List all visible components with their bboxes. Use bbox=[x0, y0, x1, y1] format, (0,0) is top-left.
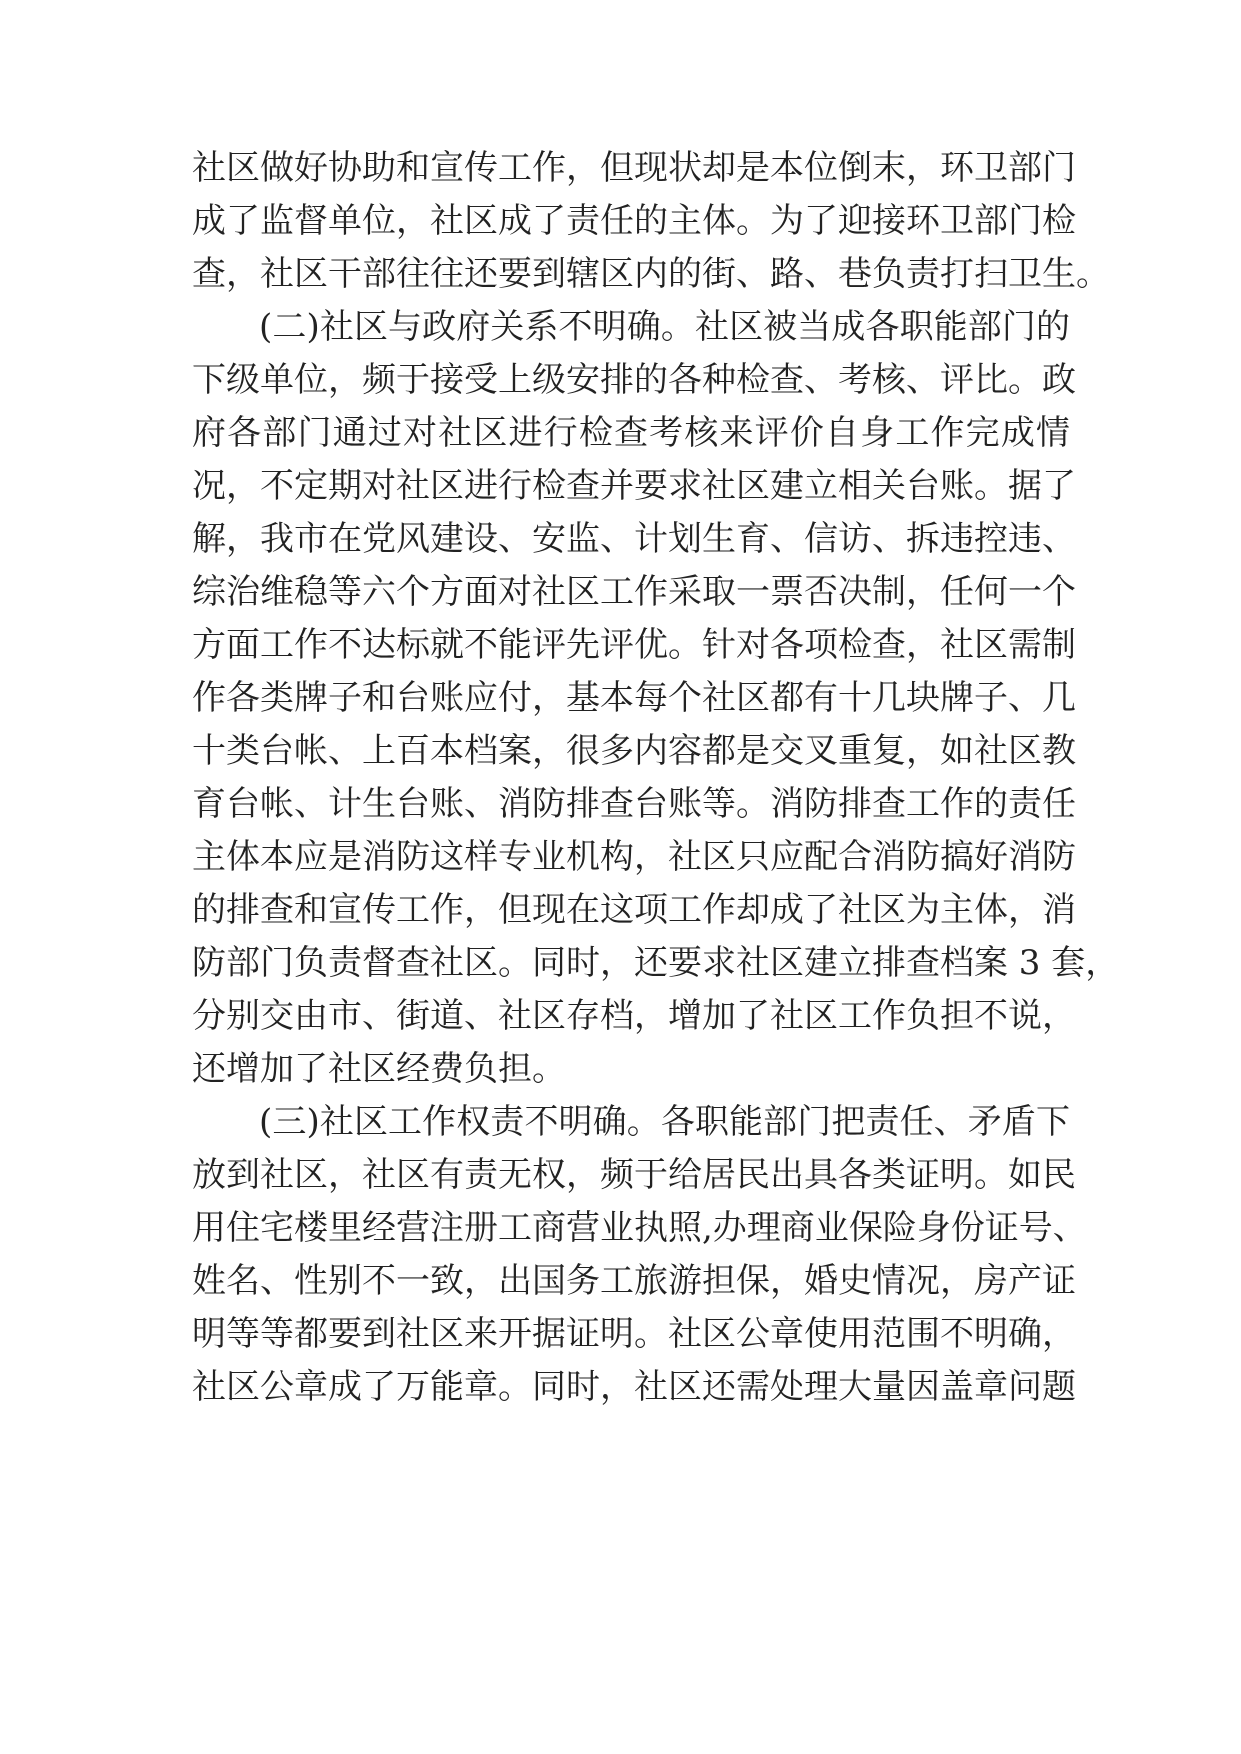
section-3-heading-line: (三)社区工作权责不明确。各职能部门把责任、矛盾下 bbox=[259, 1102, 1070, 1142]
text-line-17: 分别交由市、街道、社区存档，增加了社区工作负担不说， bbox=[192, 996, 1076, 1036]
text-line-5: 下级单位，频于接受上级安排的各种检查、考核、评比。政 bbox=[192, 360, 1076, 400]
text-line-10: 方面工作不达标就不能评先评优。针对各项检查，社区需制 bbox=[192, 625, 1076, 665]
text-line-7: 况，不定期对社区进行检查并要求社区建立相关台账。据了 bbox=[192, 466, 1076, 506]
text-line-23: 明等等都要到社区来开据证明。社区公章使用范围不明确， bbox=[192, 1314, 1076, 1354]
section-2-heading-line: (二)社区与政府关系不明确。社区被当成各职能部门的 bbox=[259, 307, 1070, 347]
text-line-22: 姓名、性别不一致，出国务工旅游担保，婚史情况，房产证 bbox=[192, 1261, 1076, 1301]
text-line-1: 社区做好协助和宣传工作，但现状却是本位倒末，环卫部门 bbox=[192, 148, 1076, 188]
text-line-11: 作各类牌子和台账应付，基本每个社区都有十几块牌子、几 bbox=[192, 678, 1076, 718]
text-line-13: 育台帐、计生台账、消防排查台账等。消防排查工作的责任 bbox=[192, 784, 1076, 824]
text-line-14: 主体本应是消防这样专业机构，社区只应配合消防搞好消防 bbox=[192, 837, 1076, 877]
text-line-12: 十类台帐、上百本档案，很多内容都是交叉重复，如社区教 bbox=[192, 731, 1076, 771]
text-line-16: 防部门负责督查社区。同时，还要求社区建立排查档案 3 套， bbox=[192, 943, 1120, 983]
text-line-24: 社区公章成了万能章。同时，社区还需处理大量因盖章问题 bbox=[192, 1367, 1076, 1407]
text-line-2: 成了监督单位，社区成了责任的主体。为了迎接环卫部门检 bbox=[192, 201, 1076, 241]
text-line-18: 还增加了社区经费负担。 bbox=[192, 1049, 566, 1089]
text-line-6: 府各部门通过对社区进行检查考核来评价自身工作完成情 bbox=[192, 413, 1070, 453]
text-line-20: 放到社区，社区有责无权，频于给居民出具各类证明。如民 bbox=[192, 1155, 1076, 1195]
text-line-8: 解，我市在党风建设、安监、计划生育、信访、拆违控违、 bbox=[192, 519, 1076, 559]
text-line-3: 查，社区干部往往还要到辖区内的街、路、巷负责打扫卫生。 bbox=[192, 254, 1110, 294]
text-line-9: 综治维稳等六个方面对社区工作采取一票否决制，任何一个 bbox=[192, 572, 1076, 612]
text-line-21: 用住宅楼里经营注册工商营业执照,办理商业保险身份证号、 bbox=[192, 1208, 1087, 1248]
text-line-15: 的排查和宣传工作，但现在这项工作却成了社区为主体，消 bbox=[192, 890, 1076, 930]
